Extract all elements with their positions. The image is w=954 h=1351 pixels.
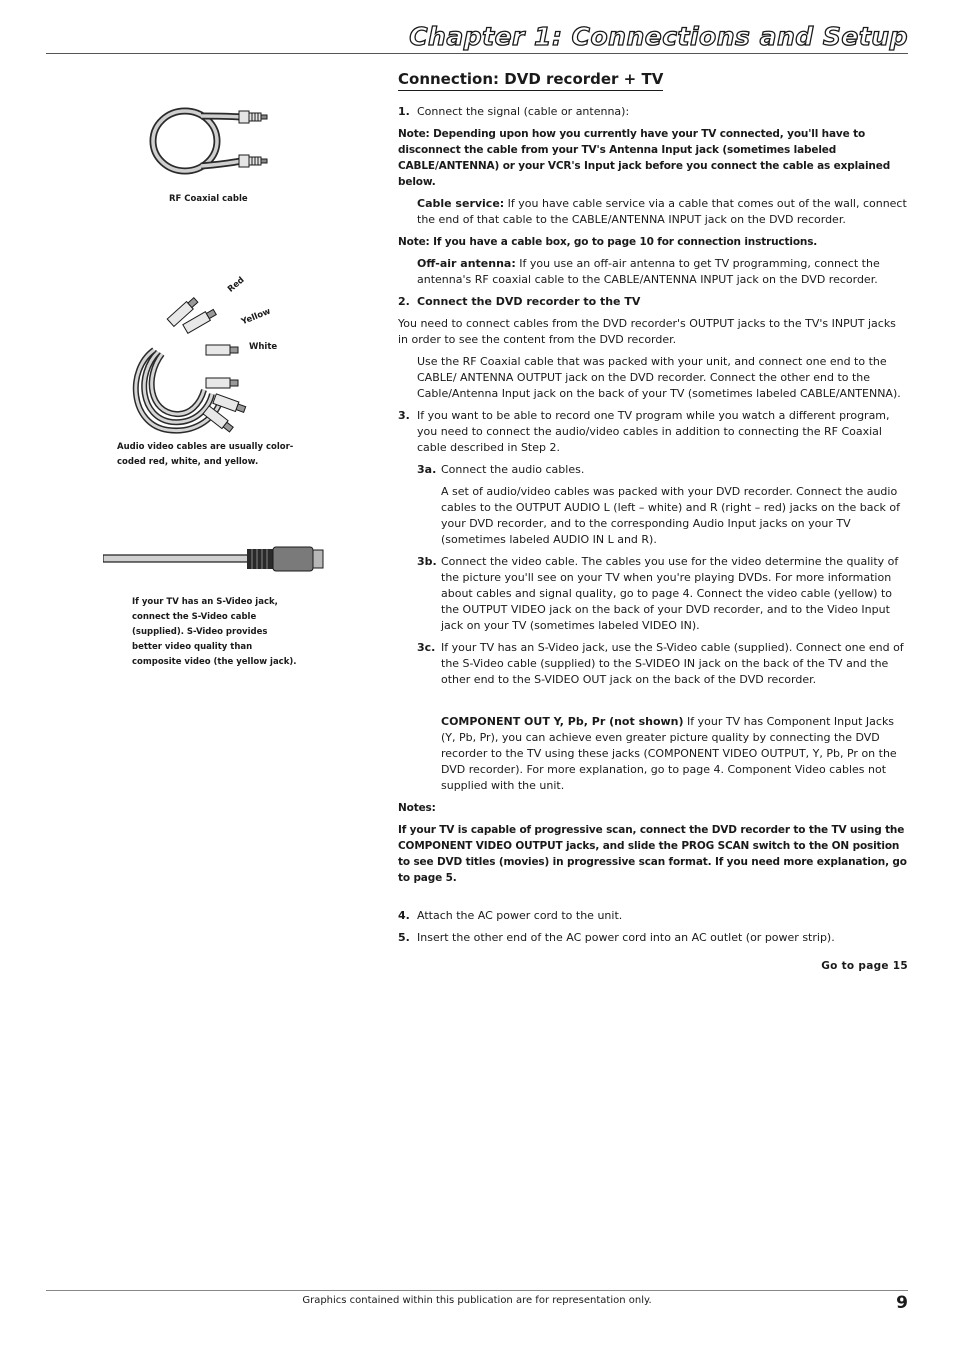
rf-caption: RF Coaxial cable — [169, 194, 248, 204]
substep-3c — [417, 640, 908, 688]
step-4 — [398, 908, 908, 924]
section-heading: Connection: DVD recorder + TV — [398, 70, 663, 91]
step-number: 2. — [398, 295, 410, 308]
step-text: Attach the AC power cord to the unit. — [417, 909, 623, 922]
page-number: 9 — [896, 1293, 908, 1313]
component-text: If your TV has Component Input Jacks (Y, Pb, Pr), you can achieve even greater picture quality by connecting the DVD recorder to the TV using these jacks (COMPONENT VIDEO OUTPUT, Y, Pb, Pr on the DVD recorder). For more explanation, go to page 4. Component Video cables not supplied with the unit. — [441, 715, 897, 792]
notes-heading: Notes: — [398, 802, 436, 814]
substep-3a — [417, 462, 908, 478]
av-caption-line: Audio video cables are usually color- — [117, 442, 294, 452]
step-2 — [398, 294, 908, 310]
av-caption — [117, 440, 302, 470]
step-5 — [398, 930, 908, 946]
cable-service-paragraph — [417, 196, 908, 228]
av-label-white: White — [249, 342, 278, 352]
audio-paragraph: A set of audio/video cables was packed with your DVD recorder. Connect the audio cables to the OUTPUT AUDIO L (left – white) and R (right – red) jacks on the back of your DVD recorder, and to the corresponding Audio Input jacks on your TV (sometimes labeled AUDIO IN L and R). — [441, 485, 901, 546]
off-air-text: If you use an off-air antenna to get TV programming, connect the antenna's RF coaxial cable to the CABLE/ANTENNA INPUT jack on the DVD recorder. — [417, 257, 880, 286]
step-number: 3. — [398, 409, 410, 422]
output-paragraph: You need to connect cables from the DVD recorder's OUTPUT jacks to the TV's INPUT jacks in order to see the content from the DVD recorder. — [398, 317, 896, 346]
step-text: Insert the other end of the AC power cord into an AC outlet (or power strip). — [417, 931, 835, 944]
svideo-caption-line: better video quality than — [132, 642, 253, 652]
step-3 — [398, 408, 908, 456]
svideo-caption-line: connect the S-Video cable — [132, 612, 257, 622]
av-label-red: Red — [226, 275, 247, 295]
notes-body: If your TV is capable of progressive scan, connect the DVD recorder to the TV using the COMPONENT VIDEO OUTPUT jacks, and slide the PROG SCAN switch to the ON position to see DVD titles (movies) in progressive scan format. If you need more explanation, go to page 5. — [398, 824, 907, 884]
footer-rule — [46, 1290, 908, 1291]
svideo-caption-line: composite video (the yellow jack). — [132, 657, 297, 667]
step-number: 4. — [398, 909, 410, 922]
step-number: 1. — [398, 105, 410, 118]
step-text: Connect the signal (cable or antenna): — [417, 105, 630, 118]
rf-paragraph: Use the RF Coaxial cable that was packed with your unit, and connect one end to the CABLE/ ANTENNA OUTPUT jack on the DVD recorder. Connect the other end to the Cable/Antenna Input jack on the back of your TV (sometimes labeled CABLE/ANTENNA). — [417, 355, 901, 400]
component-label: COMPONENT OUT Y, Pb, Pr (not shown) — [441, 715, 684, 728]
substep-number: 3a. — [417, 463, 437, 476]
main-content — [398, 104, 908, 974]
note-cable-box: Note: If you have a cable box, go to page 10 for connection instructions. — [398, 236, 818, 248]
off-air-label: Off-air antenna: — [417, 257, 516, 270]
av-cables-illustration — [128, 290, 253, 440]
step-text: If you want to be able to record one TV program while you watch a different program, you need to connect the audio/video cables in addition to connecting the RF Coaxial cable described in Step 2. — [417, 409, 890, 454]
svideo-caption — [132, 595, 307, 670]
chapter-title: Chapter 1: Connections and Setup — [409, 22, 908, 51]
cable-service-label: Cable service: — [417, 197, 505, 210]
svideo-caption-line: If your TV has an S-Video jack, — [132, 597, 278, 607]
av-label-yellow: Yellow — [240, 306, 273, 328]
footer-disclaimer: Graphics contained within this publication are for representation only. — [302, 1295, 652, 1306]
substep-number: 3c. — [417, 641, 436, 654]
svideo-caption-line: (supplied). S-Video provides — [132, 627, 268, 637]
rf-coaxial-cable-illustration — [145, 104, 275, 184]
substep-3b — [417, 554, 908, 634]
substep-text: Connect the video cable. The cables you use for the video determine the quality of the picture you'll see on your TV when you're playing DVDs. For more information about cables and signal quality, go to page 4. Connect the video cable (yellow) to the OUTPUT VIDEO jack on the back of your DVD recorder, and to the Video Input jack on your TV (sometimes labeled VIDEO IN). — [441, 555, 899, 632]
go-to-page-link[interactable]: Go to page 15 — [821, 960, 908, 972]
substep-number: 3b. — [417, 555, 437, 568]
av-caption-line: coded red, white, and yellow. — [117, 457, 259, 467]
note-disconnect: Note: Depending upon how you currently have your TV connected, you'll have to disconnect the cable from your TV's Antenna Input jack (sometimes labeled CABLE/ANTENNA) or your VCR's Input jack before you connect the cable as explained below. — [398, 128, 891, 188]
substep-text: If your TV has an S-Video jack, use the S-Video cable (supplied). Connect one end of the S-Video cable (supplied) to the S-VIDEO IN jack on the back of the TV and the other end to the S-VIDEO OUT jack on the back of the DVD recorder. — [441, 641, 904, 686]
step-1 — [398, 104, 908, 120]
step-number: 5. — [398, 931, 410, 944]
off-air-paragraph — [417, 256, 908, 288]
header-rule — [46, 53, 908, 54]
cable-service-text: If you have cable service via a cable that comes out of the wall, connect the end of that cable to the CABLE/ANTENNA INPUT jack on the DVD recorder. — [417, 197, 907, 226]
step-text: Connect the DVD recorder to the TV — [417, 295, 641, 308]
substep-text: Connect the audio cables. — [441, 463, 585, 476]
component-paragraph — [441, 714, 908, 794]
svideo-cable-illustration — [103, 543, 328, 575]
